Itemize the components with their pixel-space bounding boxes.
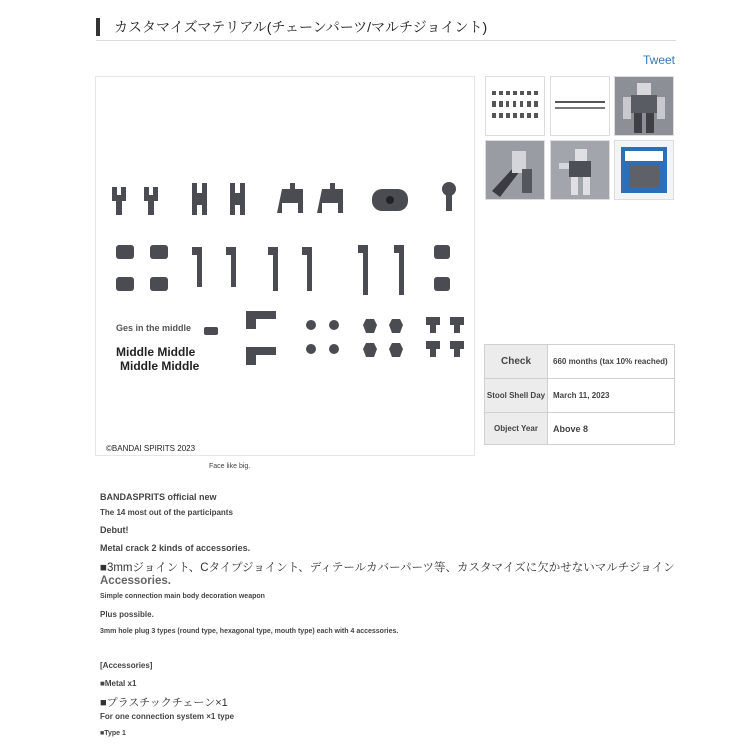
thumbnail-robot-front[interactable] — [614, 76, 674, 136]
robot-figure-icon — [551, 141, 609, 199]
description-line: The 14 most out of the participants — [100, 508, 233, 517]
spec-value: 660 months (tax 10% reached) — [548, 345, 675, 379]
main-product-image[interactable] — [95, 76, 475, 456]
hex-plug-part — [363, 319, 403, 357]
parts-illustration — [96, 77, 474, 455]
mouth-plug-part — [426, 317, 464, 357]
peg-part — [434, 245, 450, 291]
spec-value: Above 8 — [548, 413, 675, 445]
l-arm-part — [268, 247, 312, 291]
thumbnail-chain-parts[interactable] — [550, 76, 610, 136]
spec-value: March 11, 2023 — [548, 379, 675, 413]
chain-parts-icon — [551, 77, 609, 135]
ball-joint-part — [442, 182, 456, 211]
page-title-bar — [96, 14, 676, 41]
description-line: 3mm hole plug 3 types (round type, hexagonal type, mouth type) each with 4 accessories. — [100, 628, 399, 635]
spec-key: Stool Shell Day — [485, 379, 548, 413]
spec-key: Check — [485, 345, 548, 379]
arch-joint-part — [317, 183, 343, 213]
description-line: For one connection system ×1 type — [100, 712, 235, 721]
description-line: Metal crack 2 kinds of accessories. — [100, 543, 251, 553]
copyright-notice: ©BANDAI SPIRITS 2023 — [106, 444, 196, 453]
description-line: Debut! — [100, 525, 129, 535]
overlay-caption-small: Ges in the middle — [116, 323, 192, 333]
description-line: ■Type 1 — [100, 730, 126, 737]
double-c-joint-part — [230, 183, 245, 215]
c-joint-part — [112, 187, 126, 215]
l-arm-part — [358, 245, 404, 295]
parts-sheet-icon — [486, 77, 544, 135]
oval-cover-part — [372, 189, 408, 211]
spec-table — [484, 344, 675, 445]
thumbnail-package[interactable] — [614, 140, 674, 200]
small-pin-part — [204, 327, 218, 335]
thumbnail-robot-weapon[interactable] — [485, 140, 545, 200]
robot-figure-icon — [615, 77, 673, 135]
spec-row — [485, 345, 675, 379]
description-heading: Accessories. — [100, 575, 171, 587]
image-caption: Face like big. — [209, 463, 251, 470]
l-arm-part — [192, 247, 236, 287]
tweet-link[interactable]: Tweet — [643, 53, 676, 67]
accessories-heading: [Accessories] — [100, 661, 153, 670]
description-line: Plus possible. — [100, 610, 154, 619]
description-line: ■Metal x1 — [100, 679, 137, 688]
package-box-icon — [615, 141, 673, 199]
spec-row — [485, 379, 675, 413]
description-heading: ■プラスチックチェーン×1 — [100, 697, 228, 709]
spec-key: Object Year — [485, 413, 548, 445]
title-accent-bar — [96, 18, 100, 36]
overlay-caption-line: Middle Middle — [120, 359, 200, 373]
robot-figure-icon — [486, 141, 544, 199]
c-joint-part — [144, 187, 158, 215]
description-heading: ■3mmジョイント、Cタイプジョイント、ディテールカバーパーツ等、カスタマイズに欠かせないマルチジョイン — [100, 562, 675, 574]
arch-joint-part — [277, 183, 303, 213]
spec-row — [485, 413, 675, 445]
description-line: BANDASPRITS official new — [100, 492, 217, 502]
thumbnail-parts-sheet[interactable] — [485, 76, 545, 136]
angle-joint-part — [246, 311, 276, 365]
double-c-joint-part — [192, 183, 207, 215]
overlay-caption-line: Middle Middle — [116, 345, 196, 359]
page-title: カスタマイズマテリアル(チェーンパーツ/マルチジョイント) — [114, 19, 488, 35]
thumbnail-robot-pose[interactable] — [550, 140, 610, 200]
description-line: Simple connection main body decoration weapon — [100, 593, 265, 600]
block-part — [116, 245, 134, 291]
round-plug-part — [306, 320, 339, 354]
block-part — [150, 245, 168, 291]
